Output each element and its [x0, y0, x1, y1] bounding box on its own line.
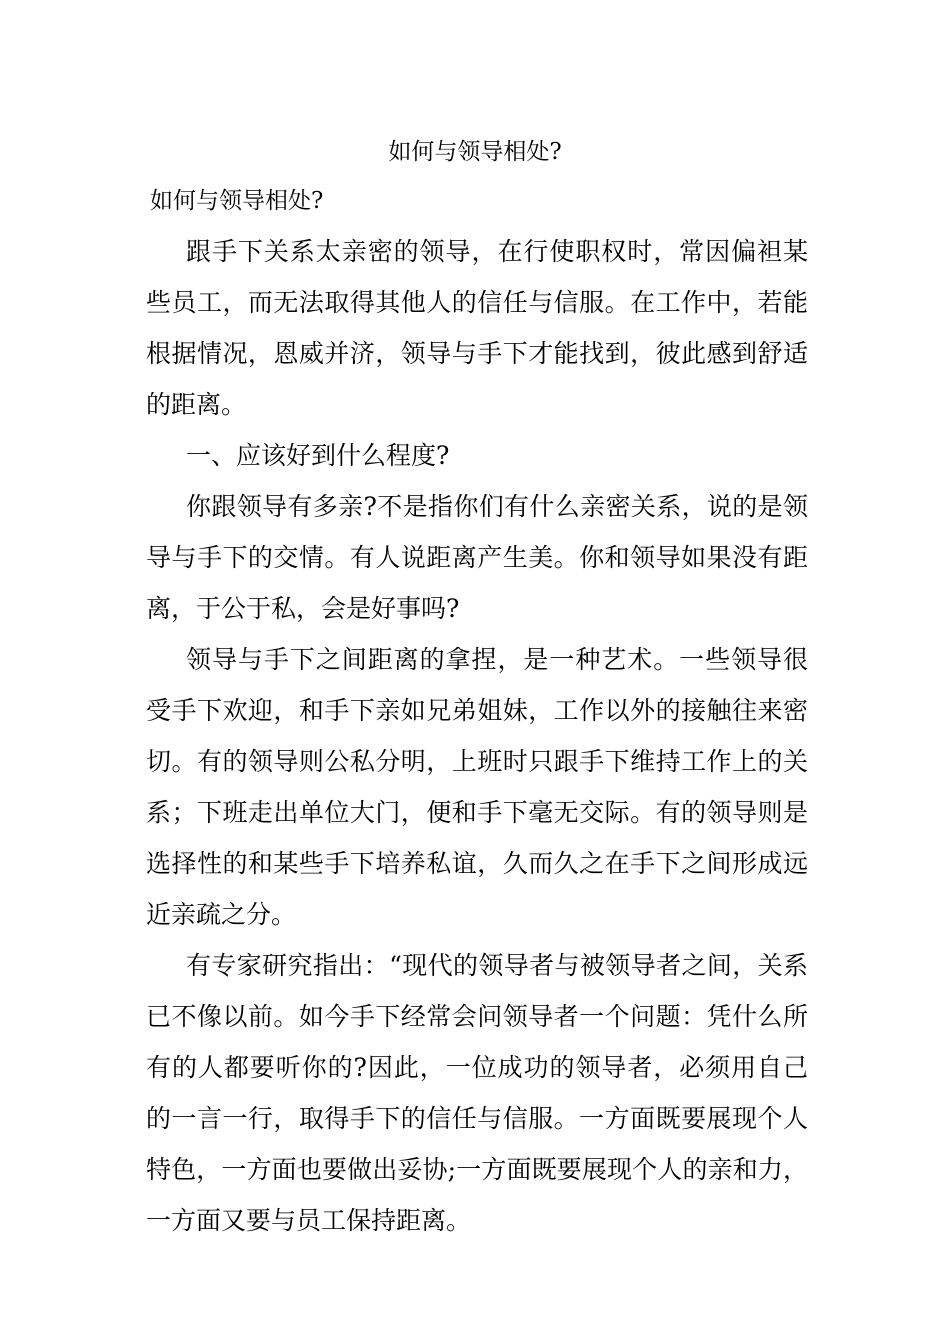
document-subtitle: 如何与领导相处?: [150, 188, 324, 214]
section-heading-1: 一、应该好到什么程度?: [186, 441, 450, 470]
paragraph-intro: 跟手下关系太亲密的领导，在行使职权时，常因偏袒某些员工，而无法取得其他人的信任与信服。在工作中，若能根据情况，恩威并济，领导与手下才能找到，彼此感到舒适的距离。: [146, 237, 808, 419]
document-body: [146, 226, 808, 1246]
paragraph-closeness: 你跟领导有多亲?不是指你们有什么亲密关系，说的是领导与手下的交情。有人说距离产生美。你和领导如果没有距离，于公于私，会是好事吗?: [146, 492, 808, 623]
paragraph-expert-quote: 有专家研究指出：“现代的领导者与被领导者之间，关系已不像以前。如今手下经常会问领导者一个问题：凭什么所有的人都要听你的?因此，一位成功的领导者，必须用自己的一言一行，取得手下的信任与信服。一方面既要展现个人特色，一方面也要做出妥协;一方面既要展现个人的亲和力，一方面又要与员工保持距离。: [146, 951, 808, 1235]
document-title: 如何与领导相处?: [388, 139, 562, 165]
paragraph-distance-art: 领导与手下之间距离的拿捏，是一种艺术。一些领导很受手下欢迎，和手下亲如兄弟姐妹，工作以外的接触往来密切。有的领导则公私分明，上班时只跟手下维持工作上的关系；下班走出单位大门，便和手下毫无交际。有的领导则是选择性的和某些手下培养私谊，久而久之在手下之间形成远近亲疏之分。: [146, 645, 808, 929]
